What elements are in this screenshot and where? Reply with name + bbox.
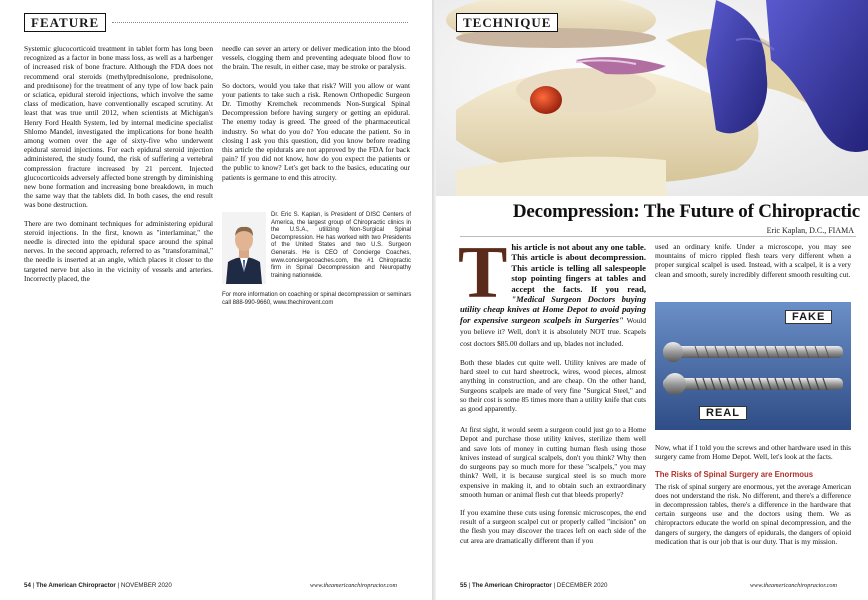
- issue-date: DECEMBER 2020: [556, 582, 608, 589]
- paragraph: The risk of spinal surgery are enormous, yet the average American does not understand the risk. No different, and there's a difference in decompression tables, there's a difference in the hardware that certain surgeons use and the doctors using them. We as chiropractors educate the world on spinal decompression, and the dangers of surgery, the dangers of epidurals, the dangers of opioid medication that is our job that is our duty. That is my mission.: [655, 481, 851, 546]
- right-column-1: [458, 232, 647, 554]
- paragraph: There are two dominant techniques for administering epidural steroid injections. In the first, known as "interlaminar," the needle is directed into the epidural space around the spinal nerves. In the second approach, referred to as "transforaminal," the needle is inserted at an angle, which places it closer to the targeted nerve but also in the vicinity of vessels and arteries. Incorrectly placed, the: [24, 218, 213, 283]
- left-column-1: [24, 44, 213, 292]
- section-tag-technique: TECHNIQUE: [456, 13, 558, 32]
- right-page: [436, 0, 868, 600]
- lead-text-end: Would you believe it? Well, don't it is absolutely NOT true. Scapels cost doctors $85.00 dollars and up, blades not included.: [460, 315, 647, 348]
- lead-text: his article is not about any one table. This article is about decompression. This article is telling all salespeople stop pointing fingers at tables and accept the facts. If you read,: [511, 242, 646, 294]
- website-url[interactable]: www.theamericanchiropractor.com: [310, 582, 397, 589]
- paragraph: Both these blades cut quite well. Utility knives are made of hard steel to cut hard sheetrock, wires, wood pieces, almost anything in construction, and are cheap. On the other hand, Surgeons scalpels are made of very fine "Surgical Steel," and so their cost is some 85 times more than a utility knife that cuts as good apparently.: [460, 358, 646, 414]
- drop-cap: T: [458, 232, 508, 314]
- paragraph: So doctors, would you take that risk? Will you allow or want your patients to take such a risk. Renown Orthopedic Surgeon Dr. Timothy Kremchek recommends Non-Surgical Spinal Decompression before having surgery or getting an epidural. The enemy today is greed. The greed of the pharmaceutical industry. So what do you do? You educate the patient. So in closing I ask you this question, did you know before reading this article the epidurals are not approved by the FDA for back pain? If you did not know, how do you expect the patients or the public to know? Let's get back to the basics, educating our patients is germane to end this atrocity.: [222, 80, 410, 182]
- section-subhead: The Risks of Spinal Surgery are Enormous: [655, 470, 814, 480]
- paragraph: If you examine these cuts using forensic microscopes, the end result of a surgeon scalpel cut or properly called "incision" on the flesh you may discover the traces left on each side of the cut area are dramatically different than if you: [460, 507, 646, 545]
- paragraph: Systemic glucocorticoid treatment in tablet form has long been recognized as a factor in bone mass loss, as well as a harbenger of increased risk of bone fracture. Although the FDA does not recommend oral steroids (methylprednisolone, prednisolone, and prednisone) for the treatment of any type of low back pain or sciatica, epidural steroid injections, which involve the same class of medication, have conventionally escaped scrutiny. At least that was true until 2012, when scientists at Michigan's Henry Ford Health System, led by internal medicine specialist Shlomo Mandel, investigated the implications for bone health among women over the age of sixty-five who underwent epidural steroid injections. For each epidural steroid injection administered, the study found, the risk of suffering a vertebral compression fracture increased by 21 percent. Injected glucocorticoids adversely affected bone strength by diminishing new bone formation and increasing bone breakdown, in much the same way that the tablets did. In both cases, the end result was bone destruction.: [24, 44, 213, 210]
- section-tag-feature: FEATURE: [24, 13, 106, 32]
- headline-rule: [460, 236, 856, 237]
- paragraph: used an ordinary knife. Under a microscope, you may see mountains of micro rippled flesh tears very different when a proper surgical scalpel is used. Instead, with a scalpel, it is a very clean and smooth, surely incredibly different smooth resulting cut.: [655, 242, 851, 279]
- author-photo: [222, 212, 266, 284]
- article-headline: Decompression: The Future of Chiropractic: [512, 201, 860, 222]
- author-bio: Dr. Eric S. Kaplan, is President of DISC Centers of America, the largest group of Chiropractic clinics in the U.S.A., utilizing Non-Surgical Spinal Decompression. He has worked with two Presidents of the United States and two U.S. Surgeon Generals. He is CEO of Concierge Coaches, www.conciergecoaches.com, the #1 Chiropractic firm in Spinal Decompression and Neuropathy training nationwide.: [271, 212, 411, 279]
- magazine-name: The American Chiropractor: [471, 582, 552, 589]
- paragraph: At first sight, it would seem a surgeon could just go to a Home Depot and purchase those utility knives, sterilize them well and save lots of money in cutting human flesh using those knives instead of surgical scalpels, don't you think? Why then do surgeons pay so much more for these "scalpels," you may think? Well, it is because surgical steel is so much more expensive in making it, and to obtain such an extraordinary smooth human or animal flesh cut that bleeds properly?: [460, 425, 646, 499]
- real-label: REAL: [699, 406, 747, 420]
- right-column-2-lower: [655, 443, 851, 555]
- right-column-2: [655, 242, 851, 288]
- header-rule: [112, 22, 408, 23]
- left-footer: 54 | The American Chiropractor | NOVEMBER 2020 www.theamericanchiropractor.com: [24, 582, 397, 589]
- paragraph: needle can sever an artery or deliver medication into the blood vessels, clogging them and preventing adequate blood flow to the brain. The result, in either case, may be stroke or paralysis.: [222, 44, 410, 72]
- paragraph: Now, what if I told you the screws and other hardware used in this surgery came from Home Depot. Well, let's look at the facts.: [655, 443, 851, 462]
- left-page: [0, 0, 432, 600]
- right-footer: 55 | The American Chiropractor | DECEMBER 2020 www.theamericanchiropractor.com: [460, 582, 837, 589]
- fake-real-screws-image: [655, 302, 851, 430]
- website-url[interactable]: www.theamericanchiropractor.com: [750, 582, 837, 589]
- lead-paragraph: [458, 232, 647, 349]
- fake-label: FAKE: [785, 310, 832, 324]
- lead-quote: "Medical Surgeon Doctors buying utility cheap knives at Home Depot to avoid paying for expensive surgeon scalpels in Surgeries": [460, 294, 646, 325]
- magazine-name: The American Chiropractor: [35, 582, 116, 589]
- issue-date: NOVEMBER 2020: [120, 582, 172, 589]
- page-number: 54: [24, 582, 31, 589]
- page-number: 55: [460, 582, 467, 589]
- author-contact: For more information on coaching or spinal decompression or seminars call 888-990-9660, www.thechirovent.com: [222, 292, 412, 306]
- spine-model-image: [436, 0, 868, 196]
- left-column-2: [222, 44, 410, 191]
- byline: Eric Kaplan, D.C., FIAMA: [766, 226, 854, 235]
